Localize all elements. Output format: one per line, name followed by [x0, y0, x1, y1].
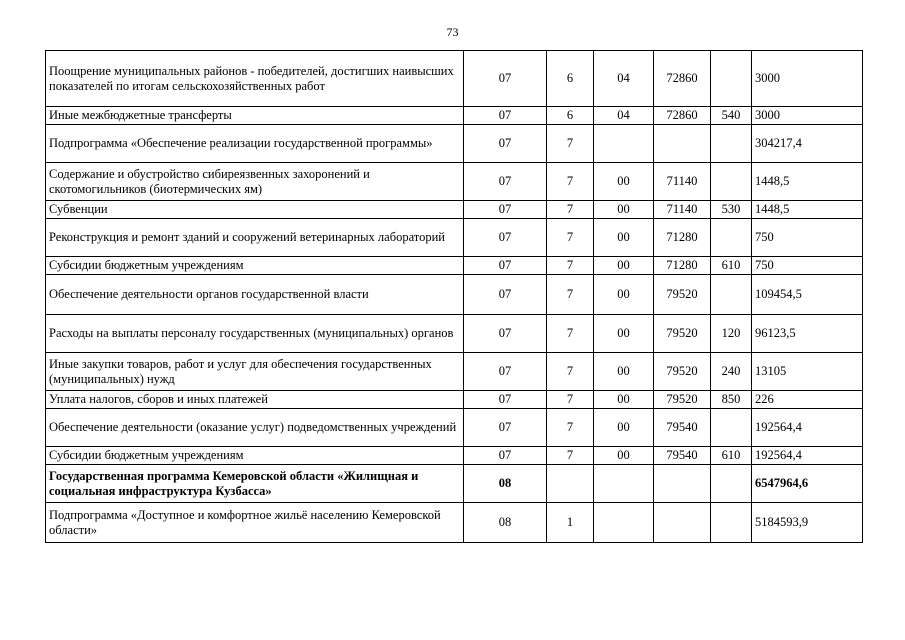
podrazdel-cell: [547, 465, 594, 503]
program-cell: [594, 503, 654, 543]
amount-cell: 1448,5: [752, 163, 863, 201]
razdel-cell: 08: [464, 465, 547, 503]
razdel-cell: 07: [464, 125, 547, 163]
podrazdel-cell: 6: [547, 51, 594, 107]
podrazdel-cell: 1: [547, 503, 594, 543]
row-name: Субсидии бюджетным учреждениям: [46, 257, 464, 275]
row-name: Обеспечение деятельности органов государственной власти: [46, 275, 464, 315]
program-cell: [594, 125, 654, 163]
amount-cell: 304217,4: [752, 125, 863, 163]
program-cell: 00: [594, 353, 654, 391]
vid-cell: [711, 465, 752, 503]
row-name: Субвенции: [46, 201, 464, 219]
amount-cell: 750: [752, 219, 863, 257]
podrazdel-cell: 7: [547, 315, 594, 353]
row-name: Субсидии бюджетным учреждениям: [46, 447, 464, 465]
razdel-cell: 07: [464, 353, 547, 391]
amount-cell: 6547964,6: [752, 465, 863, 503]
budget-table: [45, 50, 863, 543]
row-name: Подпрограмма «Обеспечение реализации государственной программы»: [46, 125, 464, 163]
article-cell: 79520: [654, 275, 711, 315]
program-cell: 04: [594, 107, 654, 125]
razdel-cell: 07: [464, 201, 547, 219]
table-row: [46, 201, 863, 219]
razdel-cell: 07: [464, 275, 547, 315]
vid-cell: [711, 125, 752, 163]
podrazdel-cell: 6: [547, 107, 594, 125]
podrazdel-cell: 7: [547, 353, 594, 391]
article-cell: [654, 125, 711, 163]
table-row: [46, 447, 863, 465]
razdel-cell: 07: [464, 257, 547, 275]
podrazdel-cell: 7: [547, 219, 594, 257]
vid-cell: [711, 503, 752, 543]
amount-cell: 226: [752, 391, 863, 409]
table-row: [46, 391, 863, 409]
vid-cell: [711, 163, 752, 201]
razdel-cell: 07: [464, 163, 547, 201]
program-cell: 00: [594, 409, 654, 447]
row-name: Иные закупки товаров, работ и услуг для обеспечения государственных (муниципальных) нужд: [46, 353, 464, 391]
vid-cell: [711, 275, 752, 315]
vid-cell: [711, 51, 752, 107]
razdel-cell: 08: [464, 503, 547, 543]
vid-cell: [711, 219, 752, 257]
amount-cell: 192564,4: [752, 409, 863, 447]
table-row: [46, 51, 863, 107]
table-row: [46, 219, 863, 257]
podrazdel-cell: 7: [547, 447, 594, 465]
article-cell: 79540: [654, 447, 711, 465]
row-name: Иные межбюджетные трансферты: [46, 107, 464, 125]
podrazdel-cell: 7: [547, 201, 594, 219]
program-cell: 00: [594, 201, 654, 219]
row-name: Расходы на выплаты персоналу государственных (муниципальных) органов: [46, 315, 464, 353]
vid-cell: 530: [711, 201, 752, 219]
razdel-cell: 07: [464, 315, 547, 353]
program-cell: 00: [594, 315, 654, 353]
row-name: Содержание и обустройство сибиреязвенных захоронений и скотомогильников (биотермических ям): [46, 163, 464, 201]
article-cell: [654, 465, 711, 503]
article-cell: 79520: [654, 353, 711, 391]
article-cell: 72860: [654, 51, 711, 107]
podrazdel-cell: 7: [547, 409, 594, 447]
article-cell: 79520: [654, 391, 711, 409]
vid-cell: 610: [711, 447, 752, 465]
article-cell: 71140: [654, 201, 711, 219]
table-row: [46, 315, 863, 353]
podrazdel-cell: 7: [547, 163, 594, 201]
vid-cell: 610: [711, 257, 752, 275]
razdel-cell: 07: [464, 107, 547, 125]
article-cell: [654, 503, 711, 543]
razdel-cell: 07: [464, 51, 547, 107]
article-cell: 79520: [654, 315, 711, 353]
podrazdel-cell: 7: [547, 275, 594, 315]
row-name: Реконструкция и ремонт зданий и сооружений ветеринарных лабораторий: [46, 219, 464, 257]
amount-cell: 3000: [752, 51, 863, 107]
article-cell: 71280: [654, 219, 711, 257]
row-name: Поощрение муниципальных районов - победителей, достигших наивысших показателей по итогам сельскохозяйственных работ: [46, 51, 464, 107]
podrazdel-cell: 7: [547, 391, 594, 409]
program-cell: 00: [594, 257, 654, 275]
razdel-cell: 07: [464, 409, 547, 447]
row-name: Обеспечение деятельности (оказание услуг) подведомственных учреждений: [46, 409, 464, 447]
program-cell: 00: [594, 391, 654, 409]
table-row: [46, 107, 863, 125]
program-cell: 00: [594, 275, 654, 315]
vid-cell: 120: [711, 315, 752, 353]
article-cell: 72860: [654, 107, 711, 125]
amount-cell: 192564,4: [752, 447, 863, 465]
podrazdel-cell: 7: [547, 257, 594, 275]
program-cell: [594, 465, 654, 503]
program-cell: 04: [594, 51, 654, 107]
table-row: [46, 275, 863, 315]
page-number: 73: [446, 25, 459, 39]
row-name: Государственная программа Кемеровской области «Жилищная и социальная инфраструктура Кузбасса»: [46, 465, 464, 503]
table-row: [46, 465, 863, 503]
program-cell: 00: [594, 163, 654, 201]
amount-cell: 96123,5: [752, 315, 863, 353]
vid-cell: 540: [711, 107, 752, 125]
podrazdel-cell: 7: [547, 125, 594, 163]
vid-cell: 240: [711, 353, 752, 391]
program-cell: 00: [594, 219, 654, 257]
amount-cell: 109454,5: [752, 275, 863, 315]
row-name: Подпрограмма «Доступное и комфортное жильё населению Кемеровской области»: [46, 503, 464, 543]
razdel-cell: 07: [464, 447, 547, 465]
table-row: [46, 353, 863, 391]
vid-cell: [711, 409, 752, 447]
article-cell: 79540: [654, 409, 711, 447]
article-cell: 71280: [654, 257, 711, 275]
vid-cell: 850: [711, 391, 752, 409]
razdel-cell: 07: [464, 219, 547, 257]
amount-cell: 1448,5: [752, 201, 863, 219]
program-cell: 00: [594, 447, 654, 465]
table-row: [46, 409, 863, 447]
razdel-cell: 07: [464, 391, 547, 409]
amount-cell: 750: [752, 257, 863, 275]
amount-cell: 13105: [752, 353, 863, 391]
table-row: [46, 503, 863, 543]
table-row: [46, 163, 863, 201]
amount-cell: 3000: [752, 107, 863, 125]
amount-cell: 5184593,9: [752, 503, 863, 543]
table-row: [46, 257, 863, 275]
table-row: [46, 125, 863, 163]
row-name: Уплата налогов, сборов и иных платежей: [46, 391, 464, 409]
article-cell: 71140: [654, 163, 711, 201]
